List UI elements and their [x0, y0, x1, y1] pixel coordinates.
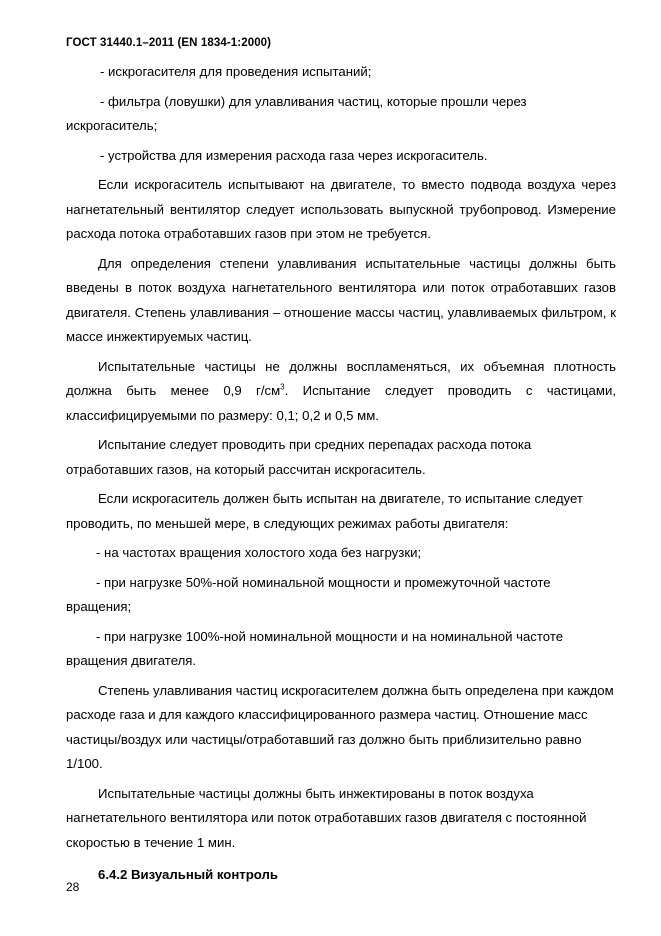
list-item-spark-arrester: - искрогасителя для проведения испытаний; — [100, 64, 372, 79]
page-number: 28 — [66, 880, 80, 894]
standard-header: ГОСТ 31440.1–2011 (EN 1834-1:2000) — [66, 37, 272, 49]
section-number: 6.4.2 — [98, 867, 128, 882]
list-item-idle: - на частотах вращения холостого хода без нагрузки; — [96, 545, 422, 560]
list-item-filter: - фильтра (ловушки) для улавливания частиц, которые прошли через искрогаситель; — [66, 93, 527, 133]
paragraph-injection: Испытательные частицы должны быть инжектированы в поток воздуха нагнетательного вентилятора или поток отработавших газов двигателя с постоянной скоростью в течение 1 мин. — [66, 785, 587, 850]
superscript: 3 — [280, 382, 285, 392]
paragraph-text: . Испытание следует проводить с частицами, классифицируемыми по размеру: 0,1; 0,2 и 0,5 мм. — [66, 383, 616, 423]
paragraph-flow-differentials: Испытание следует проводить при средних перепадах расхода потока отработавших газов, на который рассчитан искрогаситель. — [66, 437, 532, 477]
list-item-full-load: - при нагрузке 100%-ной номинальной мощности и на номинальной частоте вращения двигателя. — [66, 628, 564, 668]
paragraph-text: Испытательные частицы не должны воспламеняться, их объемная плотность должна быть менее 0,9 г/см — [66, 358, 616, 398]
list-item-half-load: - при нагрузке 50%-ной номинальной мощности и промежуточной частоте вращения; — [66, 574, 551, 614]
section-heading — [66, 863, 616, 888]
paragraph-capture-determination: Степень улавливания частиц искрогасителем должна быть определена при каждом расходе газа и для каждого классифицированного размера частиц. Отношение масс частицы/воздух или частицы/отработавший газ должно быть приблизительно равно 1/100. — [66, 682, 614, 771]
paragraph-engine-modes: Если искрогаситель должен быть испытан на двигателе, то испытание следует проводить, по меньшей мере, в следующих режимах работы двигателя: — [66, 491, 583, 531]
paragraph-capture-rate: Для определения степени улавливания испытательные частицы должны быть введены в поток воздуха нагнетательного вентилятора или поток отработавших газов двигателя. Степень улавливания – отношение массы частиц, улавливаемых фильтром, к массе инжектируемых частиц. — [66, 255, 616, 344]
section-title: Визуальный контроль — [131, 867, 279, 882]
paragraph-engine-test: Если искрогаситель испытывают на двигателе, то вместо подвода воздуха через нагнетательный вентилятор следует использовать выпускной трубопровод. Измерение расхода потока отработавших газов при этом не требуется. — [66, 177, 616, 241]
list-item-flow-meter: - устройства для измерения расхода газа через искрогаситель. — [100, 147, 488, 163]
body-text — [66, 60, 616, 888]
paragraph-test-particles — [66, 355, 616, 429]
